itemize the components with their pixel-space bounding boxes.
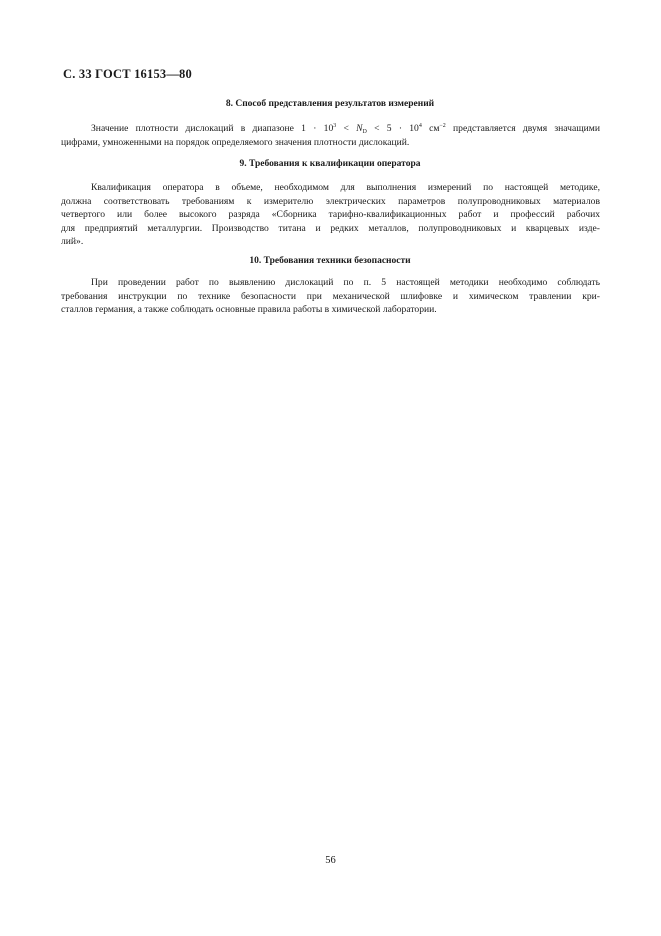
section-9-line: для предприятий металлургии. Производство титана и редких металлов, полупроводниковых и кварцевых изде-: [61, 222, 600, 234]
page-header: С. 33 ГОСТ 16153—80: [63, 67, 192, 81]
section-10-line: требования инструкции по технике безопасности при механической шлифовке и химическом травлении кри-: [61, 290, 600, 302]
section-8-paragraph: [61, 122, 600, 149]
section-9-line: должна соответствовать требованиям к измерителю электрических параметров полупроводниковых материалов: [61, 195, 600, 207]
section-9-line: лий».: [61, 236, 84, 247]
section-9-line: четвертого или более высокого разряда «Сборника тарифно-квалификационных работ и профессий рабочих: [61, 209, 600, 220]
section-8-line-1: Значение плотности дислокаций в диапазоне $1 \cdot 10^3 < N_D < 5 \cdot 10^4$ $см^{-2}$ представляется двумя значащими: [91, 123, 600, 135]
section-10-line: При проведении работ по выявлению дислокаций по п. 5 настоящей методики необходимо соблюдать: [91, 277, 600, 288]
page-number: 56: [325, 855, 336, 866]
section-9-title: 9. Требования к квалификации оператора: [239, 159, 421, 169]
section-9-line: Квалификация оператора в объеме, необходимом для выполнения измерений по настоящей методике,: [91, 182, 600, 193]
section-9-paragraph: [61, 181, 600, 249]
section-10-line: сталлов германия, а также соблюдать основные правила работы в химической лаборатории.: [61, 304, 437, 315]
section-10-paragraph: [61, 276, 600, 317]
section-8-line-2: цифрами, умноженными на порядок определяемого значения плотности дислокаций.: [61, 136, 410, 148]
section-8-title: 8. Способ представления результатов измерений: [225, 99, 435, 109]
section-10-title: 10. Требования техники безопасности: [249, 256, 411, 266]
